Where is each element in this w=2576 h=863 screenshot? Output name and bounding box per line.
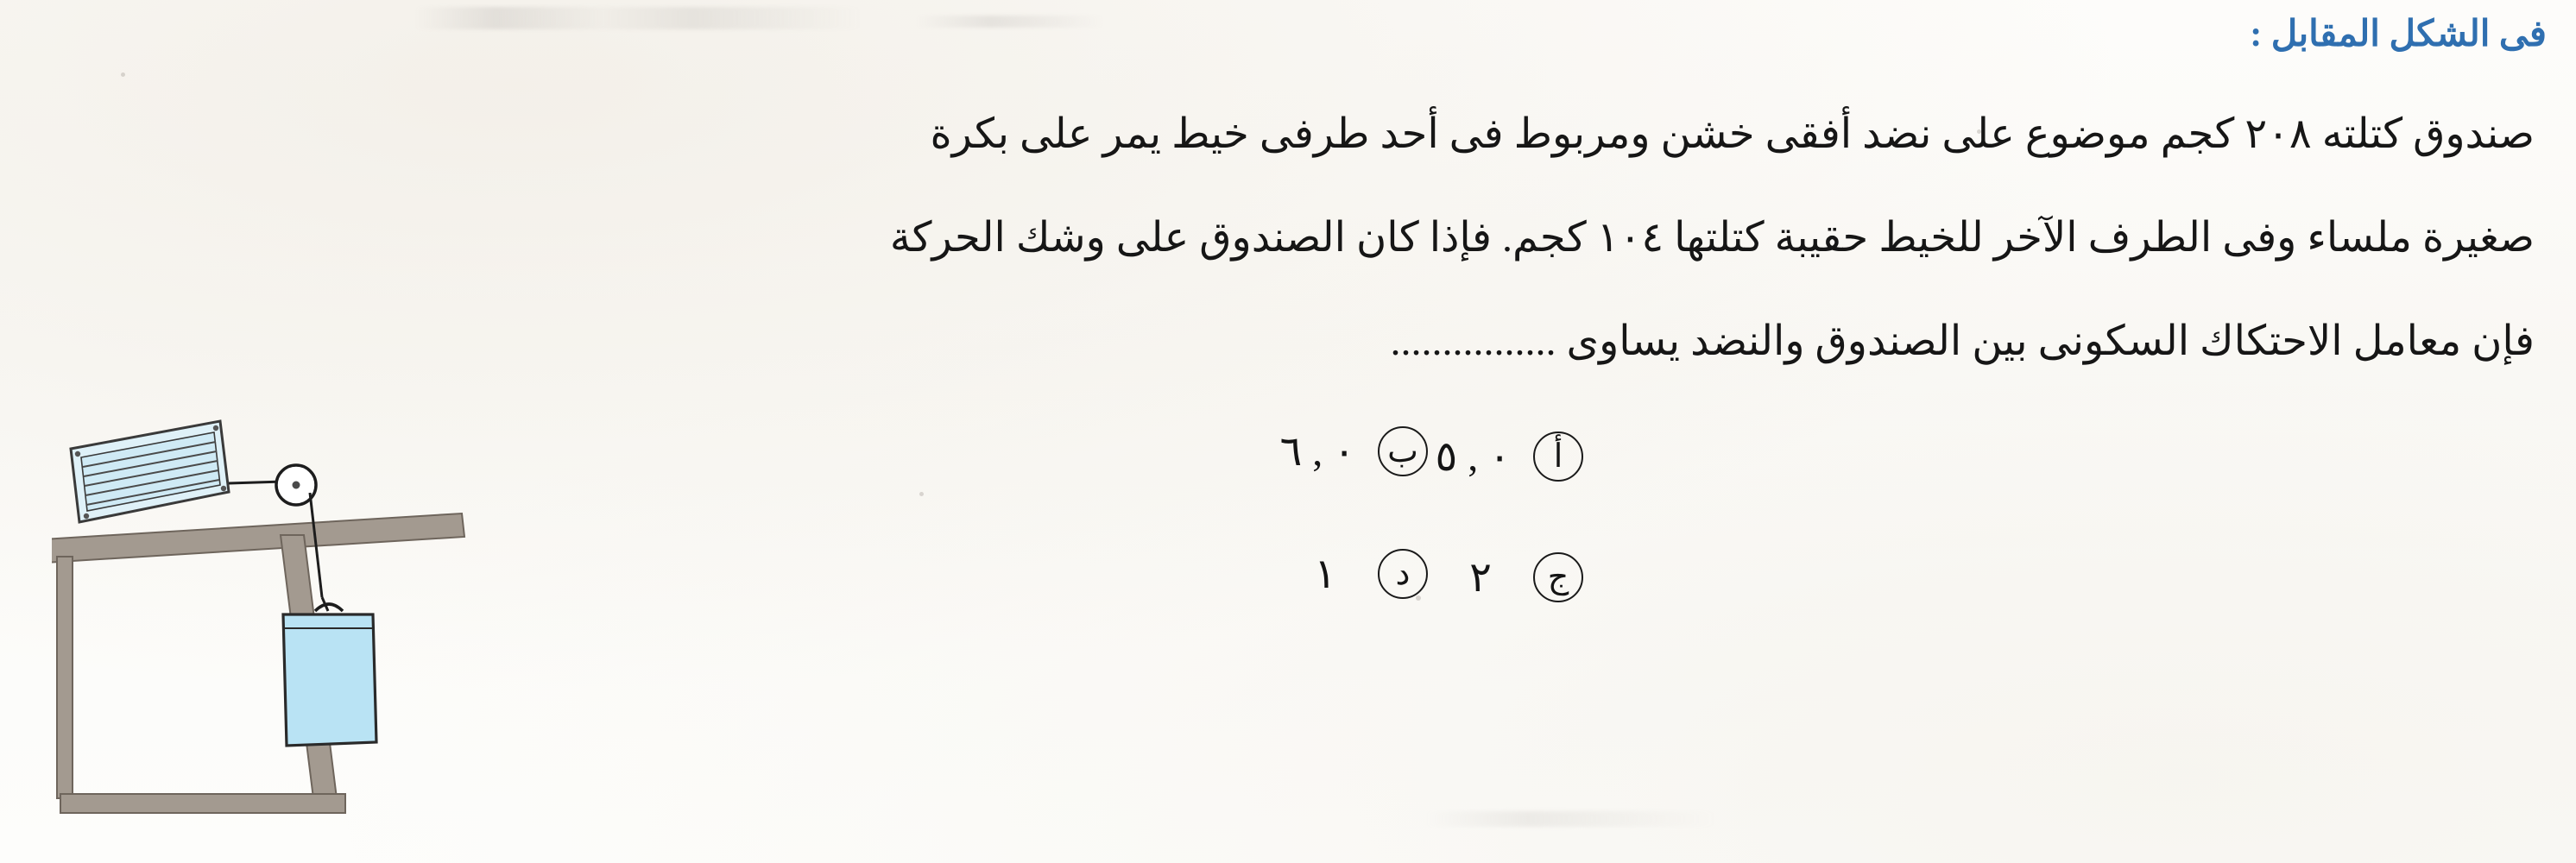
question-line-1: صندوق كتلته ٢٠٨ كجم موضوع على نضد أفقى خشن ومربوط فى أحد طرفى خيط يمر على بكرة bbox=[930, 111, 2535, 157]
choice-marker-d: د bbox=[1378, 549, 1428, 599]
choice-value-a: ٠ , ٥ bbox=[1435, 434, 1511, 480]
page-title: فى الشكل المقابل : bbox=[2250, 15, 2547, 54]
choice-marker-b: ب bbox=[1378, 426, 1428, 476]
paper-speck bbox=[919, 492, 924, 496]
choice-marker-a: أ bbox=[1533, 432, 1583, 482]
table-graphic bbox=[52, 513, 464, 813]
question-line-3: فإن معامل الاحتكاك السكونى بين الصندوق والنضد يساوى ................ bbox=[1390, 318, 2535, 364]
choice-value-d: ١ bbox=[1314, 551, 1336, 597]
figure-box-on-table-with-pulley bbox=[52, 380, 656, 846]
choice-b[interactable] bbox=[1279, 426, 1428, 476]
scan-smudge bbox=[1424, 811, 1718, 827]
hanging-bag-graphic bbox=[283, 604, 376, 746]
scan-smudge bbox=[414, 7, 863, 29]
choice-value-c: ٢ bbox=[1469, 555, 1492, 601]
choice-d[interactable] bbox=[1295, 549, 1428, 599]
choice-marker-c: ج bbox=[1533, 552, 1583, 602]
choice-a[interactable] bbox=[1435, 432, 1583, 482]
choice-c[interactable] bbox=[1450, 552, 1583, 602]
question-line-2: صغيرة ملساء وفى الطرف الآخر للخيط حقيبة كتلتها ١٠٤ كجم. فإذا كان الصندوق على وشك الحركة bbox=[889, 215, 2535, 261]
scan-smudge bbox=[915, 16, 1105, 28]
choice-value-b: ٠ , ٦ bbox=[1279, 429, 1355, 475]
crate-graphic bbox=[71, 421, 229, 522]
answer-choices bbox=[1229, 414, 2576, 777]
paper-speck bbox=[121, 72, 125, 77]
